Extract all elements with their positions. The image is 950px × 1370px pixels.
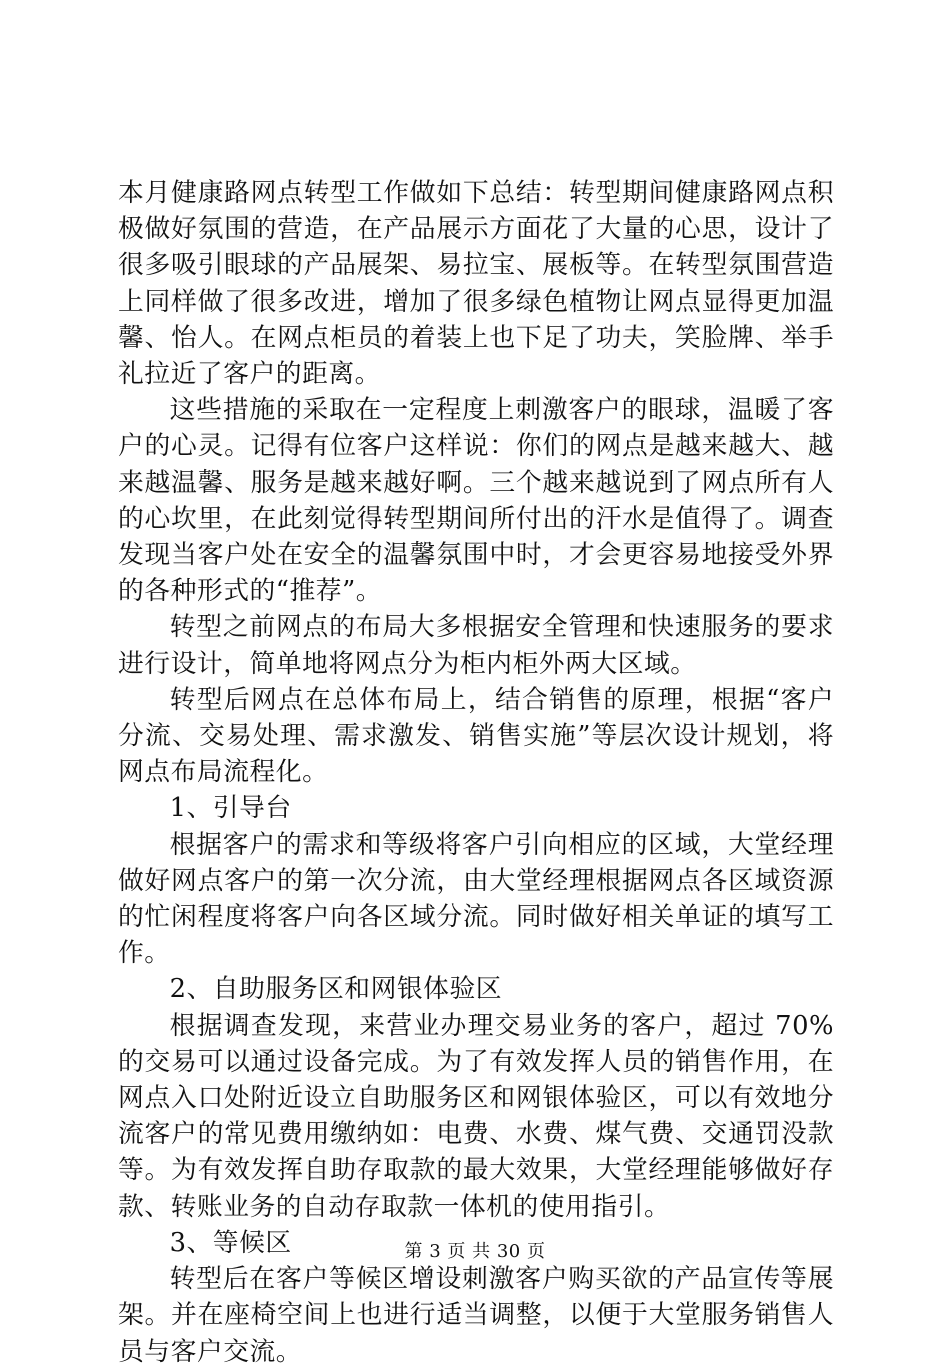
paragraph-waiting-area: 转型后在客户等候区增设刺激客户购买欲的产品宣传等展架。并在座椅空间上也进行适当调整，以便于大堂服务销售人员与客户交流。	[118, 1264, 834, 1367]
paragraph-before-transformation: 转型之前网点的布局大多根据安全管理和快速服务的要求进行设计，简单地将网点分为柜内柜外两大区域。	[118, 612, 834, 679]
paragraph-after-transformation: 转型后网点在总体布局上，结合销售的原理，根据“客户分流、交易处理、需求激发、销售实施”等层次设计规划，将网点布局流程化。	[118, 684, 834, 788]
paragraph-self-service-area: 根据调查发现，来营业办理交易业务的客户，超过 70%的交易可以通过设备完成。为了有效发挥人员的销售作用，在网点入口处附近设立自助服务区和网银体验区，可以有效地分流客户的常见费用缴纳如：电费、水费、煤气费、交通罚没款等。为有效发挥自助存取款的最大效果，大堂经理能够做好存款、转账业务的自动存取款一体机的使用指引。	[118, 1010, 834, 1222]
heading-guide-desk: 1、引导台	[169, 793, 292, 824]
paragraph-guide-desk: 根据客户的需求和等级将客户引向相应的区域，大堂经理做好网点客户的第一次分流，由大堂经理根据网点各区域资源的忙闲程度将客户向各区域分流。同时做好相关单证的填写工作。	[118, 829, 834, 969]
heading-waiting-area: 3、等候区	[169, 1227, 292, 1258]
paragraph-measures: 这些措施的采取在一定程度上刺激客户的眼球，温暖了客户的心灵。记得有位客户这样说：你们的网点是越来越大、越来越温馨、服务是越来越好啊。三个越来越说到了网点所有人的心坎里，在此刻觉得转型期间所付出的汗水是值得了。调查发现当客户处在安全的温馨氛围中时，才会更容易地接受外界的各种形式的“推荐”。	[118, 395, 834, 607]
page-footer: 第 3 页 共 30 页	[404, 1241, 546, 1262]
document-body	[118, 175, 834, 1370]
heading-self-service-area: 2、自助服务区和网银体验区	[169, 974, 503, 1005]
paragraph-summary: 本月健康路网点转型工作做如下总结：转型期间健康路网点积极做好氛围的营造，在产品展示方面花了大量的心思，设计了很多吸引眼球的产品展架、易拉宝、展板等。在转型氛围营造上同样做了很多改进，增加了很多绿色植物让网点显得更加温馨、怡人。在网点柜员的着装上也下足了功夫，笑脸牌、举手礼拉近了客户的距离。	[118, 178, 834, 390]
